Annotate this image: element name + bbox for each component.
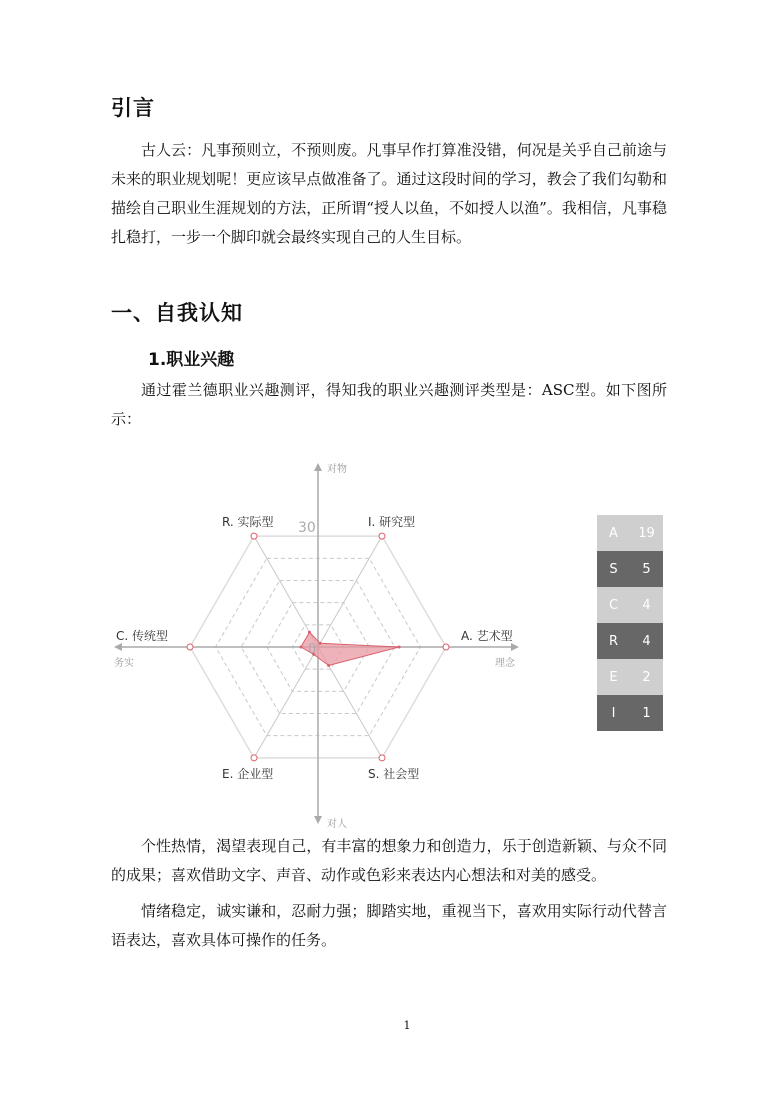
score-row-c <box>597 587 663 623</box>
arrow-down-icon <box>314 816 322 824</box>
radar-data-point-3 <box>327 664 330 667</box>
score-code: S <box>609 561 618 577</box>
radar-vertex-3 <box>379 755 385 761</box>
axis-label-top: 对物 <box>327 464 347 475</box>
score-value: 5 <box>642 561 651 577</box>
arrow-right-icon <box>511 643 519 651</box>
radar-vertex-5 <box>187 644 193 650</box>
radar-spoke-1 <box>318 536 382 647</box>
axis-label-bottom: 对人 <box>327 819 347 830</box>
score-code: E <box>609 669 618 685</box>
radar-spoke-0 <box>254 536 318 647</box>
radar-vertex-0 <box>251 533 257 539</box>
intro-paragraph: 古人云：凡事预则立，不预则废。凡事早作打算准没错，何况是关乎自己前途与未来的职业规划呢！更应该早点做准备了。通过这段时间的学习，教会了我们勾勒和描绘自己职业生涯规划的方法，正所谓“授人以鱼，不如授人以渔”。我相信，凡事稳扎稳打，一步一个脚印就会最终实现自己的人生目标。 <box>111 141 667 246</box>
desc-paragraph-1: 个性热情，渴望表现自己，有丰富的想象力和创造力，乐于创造新颖、与众不同的成果；喜欢借助文字、声音、动作或色彩来表达内心想法和对美的感受。 <box>111 837 667 884</box>
score-value: 19 <box>638 525 655 541</box>
category-label-5: C. 传统型 <box>116 629 169 643</box>
desc-paragraph-2: 情绪稳定，诚实谦和，忍耐力强；脚踏实地，重视当下，喜欢用实际行动代替言语表达，喜欢具体可操作的任务。 <box>111 902 667 949</box>
score-value: 1 <box>642 705 651 721</box>
category-label-3: S. 社会型 <box>368 767 420 781</box>
score-code: I <box>611 705 616 721</box>
radar-data-point-5 <box>299 646 302 649</box>
category-label-4: E. 企业型 <box>222 767 274 781</box>
score-value: 4 <box>642 633 651 649</box>
holland-radar-chart <box>100 455 540 835</box>
radar-data-point-0 <box>308 631 311 634</box>
score-code: A <box>609 525 618 541</box>
radar-vertex-2 <box>443 644 449 650</box>
scale-max-label: 30 <box>298 520 316 536</box>
category-label-2: A. 艺术型 <box>461 629 513 643</box>
sub-heading: 1.职业兴趣 <box>148 350 235 370</box>
radar-data-point-2 <box>398 646 401 649</box>
score-row-r <box>597 623 663 659</box>
radar-spoke-4 <box>254 647 318 758</box>
score-value: 4 <box>642 597 651 613</box>
radar-data-point-1 <box>319 642 322 645</box>
arrow-left-icon <box>114 643 122 651</box>
radar-labels <box>114 462 516 830</box>
score-code: C <box>608 597 619 613</box>
arrow-up-icon <box>314 463 322 471</box>
category-label-0: R. 实际型 <box>222 515 274 529</box>
score-row-s <box>597 551 663 587</box>
intro-heading: 引言 <box>111 96 155 120</box>
score-table <box>597 515 663 731</box>
score-row-i <box>597 695 663 731</box>
score-code: R <box>608 633 619 649</box>
axis-label-left: 务实 <box>114 658 134 669</box>
page-number: 1 <box>403 1019 411 1032</box>
radar-vertex-4 <box>251 755 257 761</box>
category-label-1: I. 研究型 <box>368 515 416 529</box>
score-row-a <box>597 515 663 551</box>
radar-vertex-1 <box>379 533 385 539</box>
lead-paragraph: 通过霍兰德职业兴趣测评，得知我的职业兴趣测评类型是：ASC型。如下图所示： <box>111 381 667 428</box>
score-value: 2 <box>642 669 651 685</box>
axis-label-right: 理念 <box>495 658 515 669</box>
section-heading: 一、自我认知 <box>111 301 243 325</box>
scale-min-label: 0 <box>308 642 317 657</box>
score-row-e <box>597 659 663 695</box>
